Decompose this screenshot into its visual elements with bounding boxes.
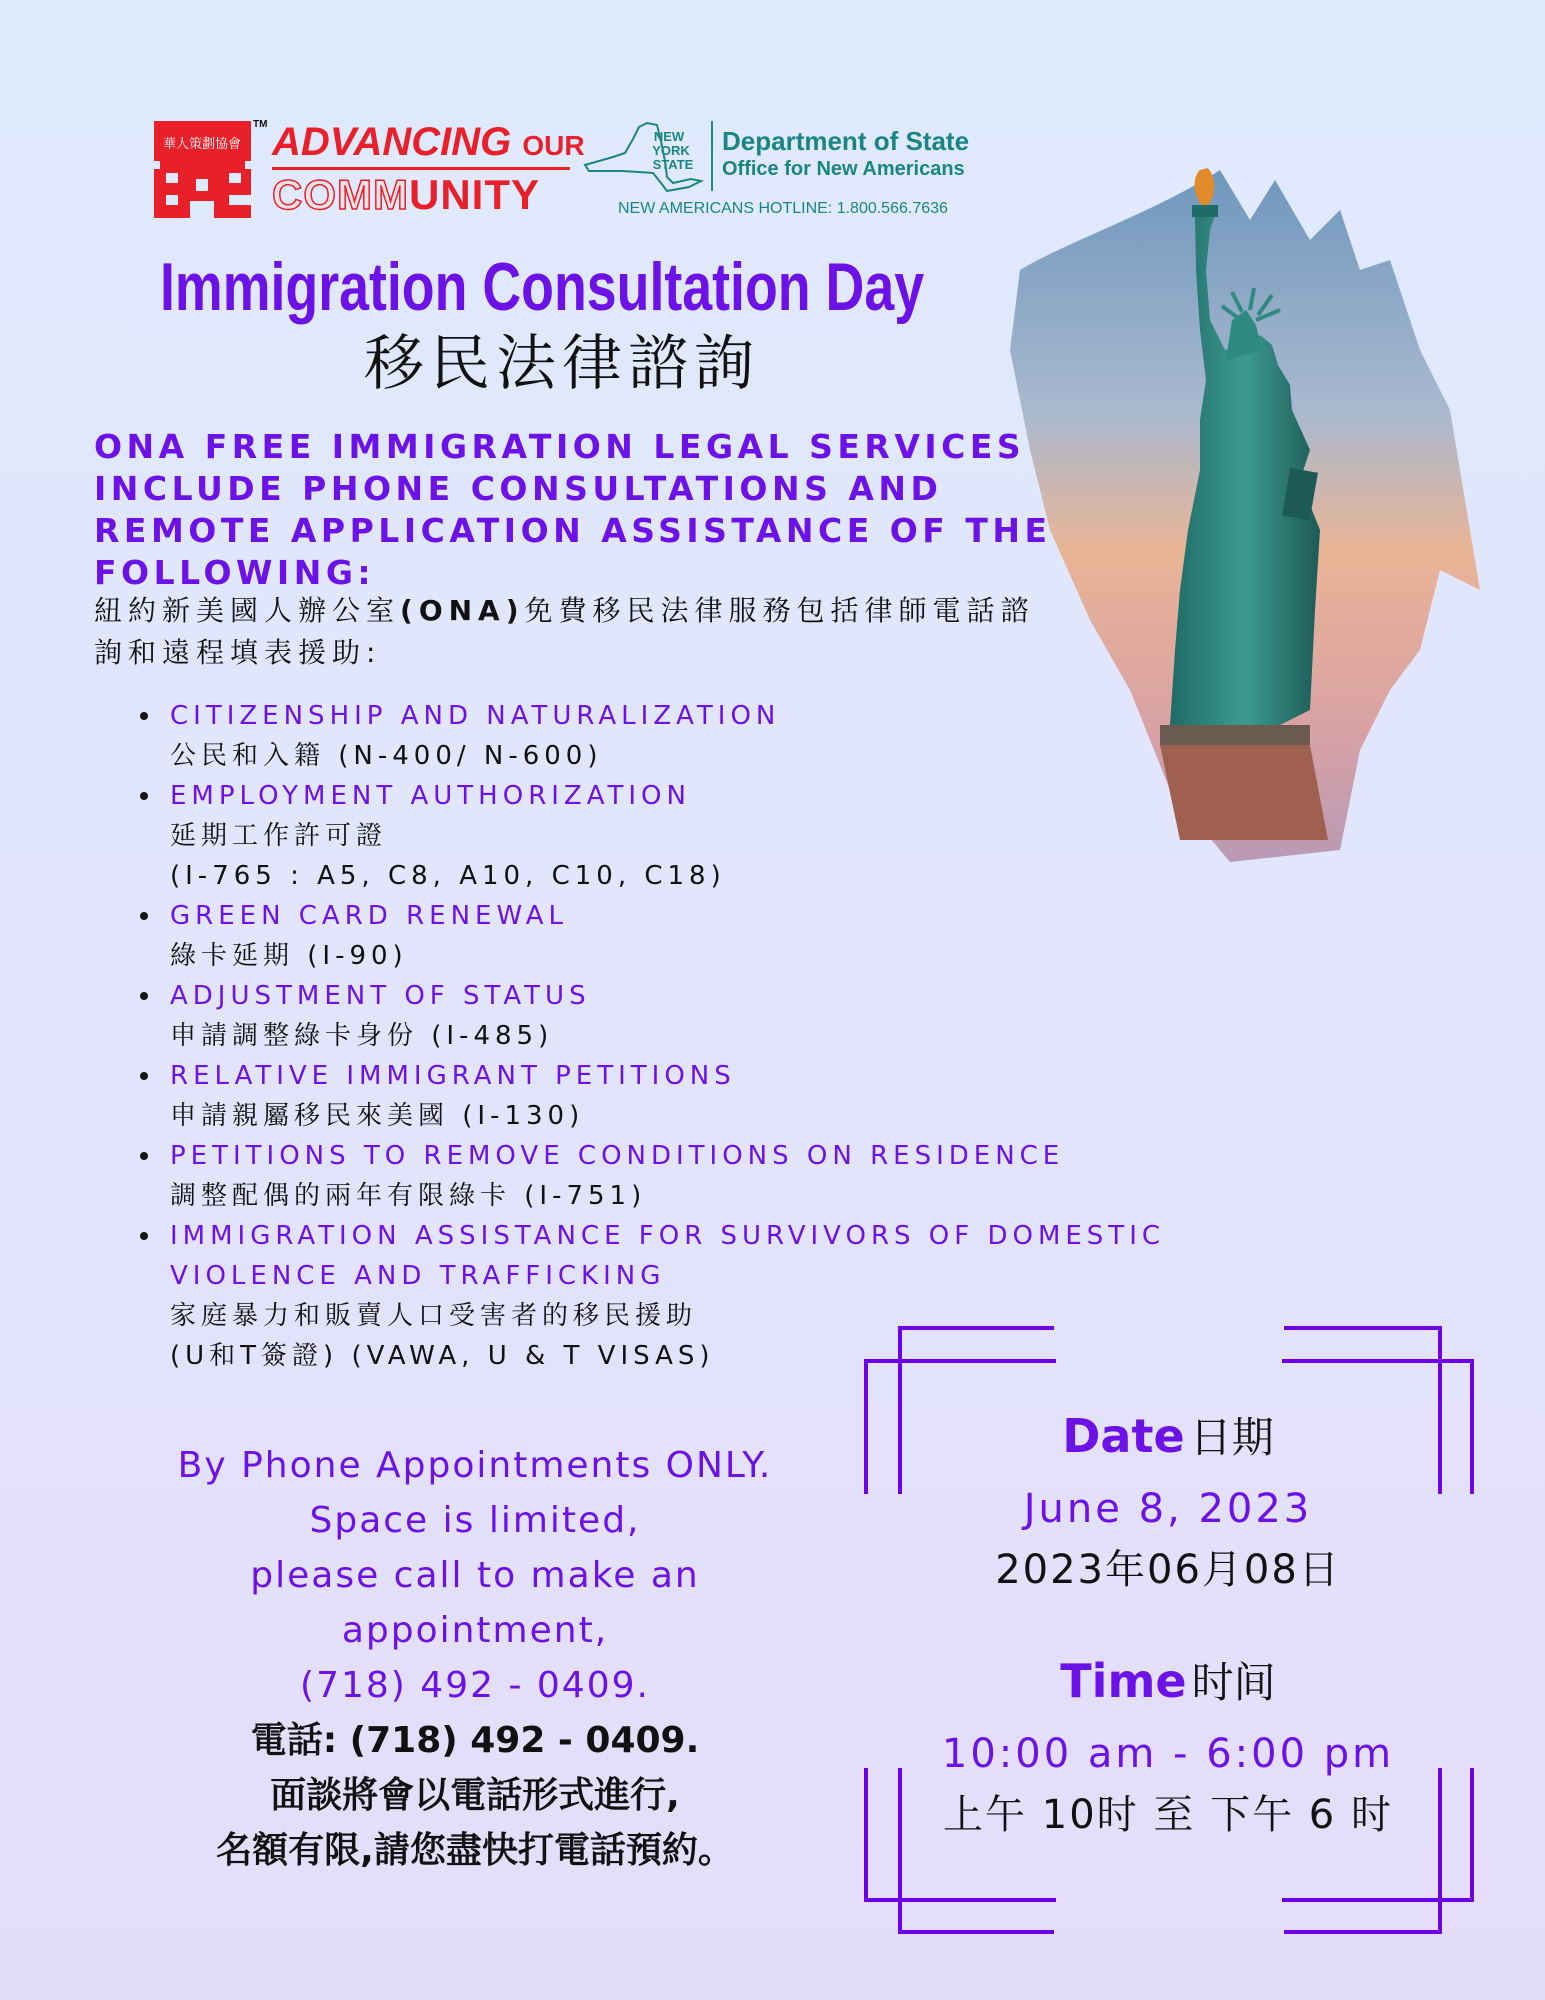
services-list	[140, 696, 1270, 1376]
svg-text:NEW: NEW	[653, 129, 685, 144]
list-item: RELATIVE IMMIGRANT PETITIONS 申請親屬移民來美國 (I-130)	[140, 1056, 1270, 1136]
page-title-chinese: 移民法律諮詢	[364, 329, 760, 399]
phone-line: By Phone Appointments ONLY.	[177, 1445, 773, 1486]
phone-line: appointment,	[341, 1610, 609, 1651]
svg-text:華人策劃協會: 華人策劃協會	[162, 137, 242, 152]
phone-line-chinese: 電話: (718) 492 - 0409.	[250, 1720, 700, 1761]
list-item: ADJUSTMENT OF STATUS 申請調整綠卡身份 (I-485)	[140, 976, 1270, 1056]
advancing-our-logotext: ADVANCING OUR	[272, 120, 585, 164]
phone-line-chinese: 名額有限,請您盡快打電話預約。	[216, 1830, 734, 1871]
date-label: Date	[1062, 1409, 1185, 1463]
cpc-logo	[154, 121, 251, 218]
phone-line: please call to make an	[250, 1555, 700, 1596]
logo-divider	[272, 167, 570, 170]
community-logotext: COMMUNITY	[272, 171, 540, 218]
list-item: PETITIONS TO REMOVE CONDITIONS ON RESIDENCE 調整配偶的兩年有限綠卡 (I-751)	[140, 1136, 1270, 1216]
department-of-state: Department of State	[722, 126, 970, 156]
page-title: Immigration Consultation Day	[160, 249, 925, 325]
hotline-text: NEW AMERICANS HOTLINE: 1.800.566.7636	[618, 200, 948, 217]
list-item: GREEN CARD RENEWAL 綠卡延期 (I-90)	[140, 896, 1270, 976]
event-date-chinese: 2023年06月08日	[995, 1547, 1341, 1593]
phone-appointment-info	[100, 1438, 850, 1878]
date-label-chinese: 日期	[1189, 1413, 1274, 1462]
office-for-new-americans: Office for New Americans	[722, 158, 965, 180]
svg-text:STATE: STATE	[652, 157, 694, 172]
list-item: IMMIGRATION ASSISTANCE FOR SURVIVORS OF DOMESTIC VIOLENCE AND TRAFFICKING 家庭暴力和販賣人口受害者的移民援助 (U和T簽證) (VAWA, U & T VISAS)	[140, 1216, 1270, 1376]
phone-line-chinese: 面談將會以電話形式進行,	[270, 1775, 680, 1816]
event-time-chinese: 上午 10时 至 下午 6 时	[943, 1792, 1393, 1838]
event-details	[880, 1405, 1456, 1845]
event-date: June 8, 2023	[1023, 1486, 1313, 1532]
phone-line: Space is limited,	[309, 1500, 641, 1541]
svg-text:YORK: YORK	[652, 143, 690, 158]
new-york-state-map-icon	[583, 121, 711, 193]
list-item: CITIZENSHIP AND NATURALIZATION 公民和入籍 (N-400/ N-600)	[140, 696, 1270, 776]
nys-logo-divider	[711, 121, 713, 191]
time-label: Time	[1060, 1654, 1187, 1708]
trademark-mark: TM	[253, 119, 268, 130]
services-intro-chinese: 紐約新美國人辦公室(ONA)免費移民法律服務包括律師電話諮詢和遠程填表援助:	[94, 594, 1035, 669]
event-time: 10:00 am - 6:00 pm	[941, 1731, 1395, 1777]
time-label-chinese: 时间	[1191, 1658, 1276, 1707]
phone-number[interactable]: (718) 492 - 0409.	[300, 1665, 650, 1706]
list-item: EMPLOYMENT AUTHORIZATION 延期工作許可證 (I-765 : A5, C8, A10, C10, C18)	[140, 776, 1270, 896]
services-intro-heading: ONA FREE IMMIGRATION LEGAL SERVICES INCLUDE PHONE CONSULTATIONS AND REMOTE APPLICATION ASSISTANCE OF THE FOLLOWING:	[94, 427, 1052, 592]
